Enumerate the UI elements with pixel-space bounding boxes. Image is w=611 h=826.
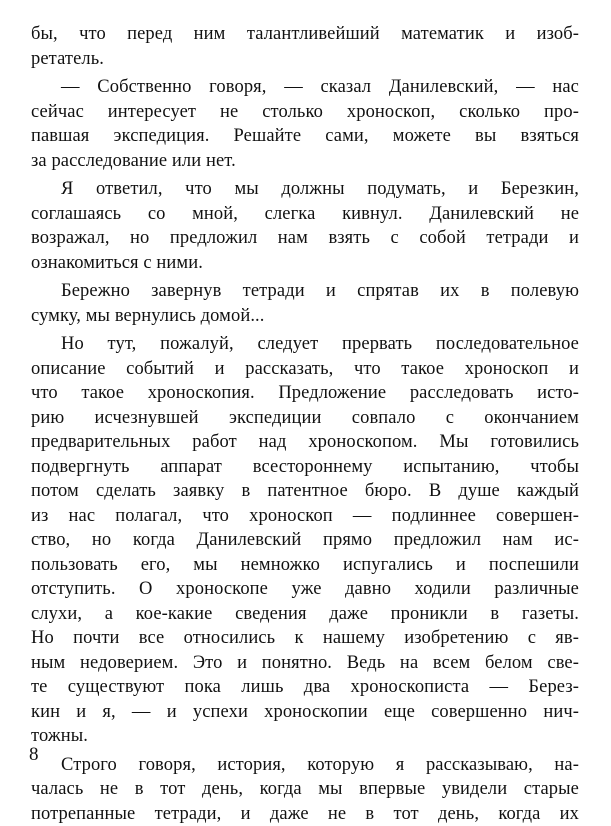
text-line: слухи, а кое-какие сведения даже проникли в газеты. bbox=[31, 602, 579, 627]
text-line: рию исчезнувшей экспедиции совпало с окончанием bbox=[31, 406, 579, 431]
text-line: бы, что перед ним талантливейший математик и изоб- bbox=[31, 22, 579, 47]
paragraph-2 bbox=[31, 75, 579, 173]
text-line: за расследование или нет. bbox=[31, 149, 579, 174]
text-line: — Собственно говоря, — сказал Данилевский, — нас bbox=[31, 75, 579, 100]
paragraph-5 bbox=[31, 332, 579, 749]
text-line: те существуют пока лишь два хроноскописта — Берез- bbox=[31, 675, 579, 700]
book-page-text bbox=[31, 22, 579, 826]
text-line: соглашаясь со мной, слегка кивнул. Данилевский не bbox=[31, 202, 579, 227]
text-line: Но тут, пожалуй, следует прервать последовательное bbox=[31, 332, 579, 357]
text-line: описание событий и рассказать, что такое хроноскоп и bbox=[31, 357, 579, 382]
text-line: Но почти все относились к нашему изобретению с яв- bbox=[31, 626, 579, 651]
text-line: павшая экспедиция. Решайте сами, можете вы взяться bbox=[31, 124, 579, 149]
text-line: подвергнуть аппарат всестороннему испытанию, чтобы bbox=[31, 455, 579, 480]
paragraph-6 bbox=[31, 753, 579, 826]
text-line: кин и я, — и успехи хроноскопии еще совершенно нич- bbox=[31, 700, 579, 725]
text-line: тожны. bbox=[31, 724, 579, 749]
text-line: чалась не в тот день, когда мы впервые увидели старые bbox=[31, 777, 579, 802]
paragraph-4 bbox=[31, 279, 579, 328]
text-line: отступить. О хроноскопе уже давно ходили различные bbox=[31, 577, 579, 602]
text-line: предварительных работ над хроноскопом. Мы готовились bbox=[31, 430, 579, 455]
text-line: пользовать его, мы немножко испугались и поспешили bbox=[31, 553, 579, 578]
text-line: потом сделать заявку в патентное бюро. В душе каждый bbox=[31, 479, 579, 504]
text-line: ство, но когда Данилевский прямо предложил нам ис- bbox=[31, 528, 579, 553]
text-line: Бережно завернув тетради и спрятав их в полевую bbox=[31, 279, 579, 304]
text-line: из нас полагал, что хроноскоп — подлиннее совершен- bbox=[31, 504, 579, 529]
text-line: ным недоверием. Это и понятно. Ведь на всем белом све- bbox=[31, 651, 579, 676]
text-line: потрепанные тетради, и даже не в тот день, когда их bbox=[31, 802, 579, 826]
text-line: Я ответил, что мы должны подумать, и Березкин, bbox=[31, 177, 579, 202]
paragraph-3 bbox=[31, 177, 579, 275]
text-line: сумку, мы вернулись домой... bbox=[31, 304, 579, 329]
text-line: ретатель. bbox=[31, 47, 579, 72]
text-line: Строго говоря, история, которую я рассказываю, на- bbox=[31, 753, 579, 778]
text-line: сейчас интересует не столько хроноскоп, сколько про- bbox=[31, 100, 579, 125]
paragraph-1 bbox=[31, 22, 579, 71]
page-number: 8 bbox=[29, 743, 39, 767]
text-line: возражал, но предложил нам взять с собой тетради и bbox=[31, 226, 579, 251]
text-line: что такое хроноскопия. Предложение расследовать исто- bbox=[31, 381, 579, 406]
text-line: ознакомиться с ними. bbox=[31, 251, 579, 276]
